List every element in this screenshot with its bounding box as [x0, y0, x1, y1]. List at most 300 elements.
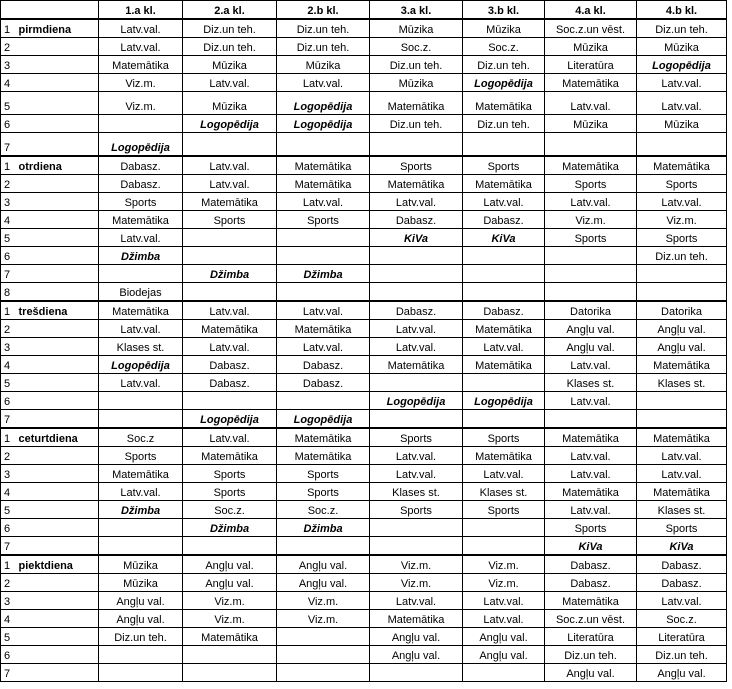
- lesson-cell[interactable]: Džimba: [277, 265, 370, 283]
- lesson-cell[interactable]: Angļu val.: [637, 338, 727, 356]
- empty-day-cell[interactable]: [17, 283, 99, 302]
- lesson-cell[interactable]: Soc.z.: [637, 610, 727, 628]
- lesson-number-cell[interactable]: 6: [1, 115, 17, 133]
- lesson-cell[interactable]: Sports: [463, 428, 545, 447]
- lesson-cell[interactable]: Angļu val.: [370, 628, 463, 646]
- lesson-cell[interactable]: [277, 247, 370, 265]
- lesson-number-cell[interactable]: 3: [1, 592, 17, 610]
- lesson-cell[interactable]: Viz.m.: [545, 211, 637, 229]
- empty-day-cell[interactable]: [17, 646, 99, 664]
- lesson-cell[interactable]: Angļu val.: [183, 574, 277, 592]
- lesson-cell[interactable]: Latv.val.: [463, 592, 545, 610]
- lesson-cell[interactable]: Viz.m.: [183, 592, 277, 610]
- lesson-cell[interactable]: Matemātika: [637, 356, 727, 374]
- corner-cell[interactable]: [17, 1, 99, 20]
- lesson-cell[interactable]: [183, 247, 277, 265]
- lesson-cell[interactable]: Džimba: [99, 501, 183, 519]
- lesson-cell[interactable]: [370, 664, 463, 682]
- lesson-number-cell[interactable]: 6: [1, 646, 17, 664]
- lesson-number-cell[interactable]: 1: [1, 301, 17, 320]
- empty-day-cell[interactable]: [17, 501, 99, 519]
- lesson-cell[interactable]: Džimba: [277, 519, 370, 537]
- class-header-cell[interactable]: 2.a kl.: [183, 1, 277, 20]
- lesson-cell[interactable]: Sports: [545, 229, 637, 247]
- lesson-number-cell[interactable]: 7: [1, 410, 17, 429]
- lesson-cell[interactable]: Logopēdija: [183, 410, 277, 429]
- lesson-cell[interactable]: Matemātika: [183, 628, 277, 646]
- lesson-cell[interactable]: [545, 283, 637, 302]
- empty-day-cell[interactable]: [17, 664, 99, 682]
- lesson-cell[interactable]: Mūzika: [183, 56, 277, 74]
- lesson-cell[interactable]: Latv.val.: [277, 338, 370, 356]
- lesson-cell[interactable]: Dabasz.: [99, 175, 183, 193]
- lesson-number-cell[interactable]: 2: [1, 447, 17, 465]
- lesson-cell[interactable]: Dabasz.: [545, 555, 637, 574]
- lesson-cell[interactable]: [277, 392, 370, 410]
- lesson-number-cell[interactable]: 5: [1, 628, 17, 646]
- lesson-cell[interactable]: [370, 133, 463, 157]
- lesson-cell[interactable]: Matemātika: [277, 447, 370, 465]
- lesson-cell[interactable]: Soc.z.: [463, 38, 545, 56]
- lesson-cell[interactable]: [370, 247, 463, 265]
- lesson-cell[interactable]: Diz.un teh.: [637, 19, 727, 38]
- lesson-cell[interactable]: Soc.z.un vēst.: [545, 610, 637, 628]
- lesson-cell[interactable]: [637, 133, 727, 157]
- lesson-cell[interactable]: Sports: [370, 428, 463, 447]
- lesson-number-cell[interactable]: 5: [1, 229, 17, 247]
- lesson-cell[interactable]: Sports: [545, 519, 637, 537]
- lesson-cell[interactable]: Dabasz.: [463, 301, 545, 320]
- lesson-cell[interactable]: Diz.un teh.: [545, 646, 637, 664]
- lesson-cell[interactable]: Matemātika: [463, 356, 545, 374]
- empty-day-cell[interactable]: [17, 392, 99, 410]
- lesson-cell[interactable]: Klases st.: [370, 483, 463, 501]
- lesson-cell[interactable]: Angļu val.: [99, 610, 183, 628]
- lesson-number-cell[interactable]: 7: [1, 664, 17, 682]
- lesson-cell[interactable]: [637, 410, 727, 429]
- lesson-cell[interactable]: [545, 133, 637, 157]
- lesson-number-cell[interactable]: 2: [1, 574, 17, 592]
- lesson-cell[interactable]: Latv.val.: [545, 501, 637, 519]
- lesson-cell[interactable]: Viz.m.: [370, 574, 463, 592]
- lesson-cell[interactable]: Dabasz.: [277, 356, 370, 374]
- lesson-cell[interactable]: Latv.val.: [545, 392, 637, 410]
- lesson-cell[interactable]: [277, 229, 370, 247]
- lesson-number-cell[interactable]: 6: [1, 519, 17, 537]
- lesson-number-cell[interactable]: 7: [1, 537, 17, 556]
- lesson-cell[interactable]: [277, 537, 370, 556]
- lesson-cell[interactable]: Diz.un teh.: [99, 628, 183, 646]
- lesson-cell[interactable]: Sports: [463, 501, 545, 519]
- lesson-cell[interactable]: Dabasz.: [463, 211, 545, 229]
- lesson-cell[interactable]: Latv.val.: [183, 156, 277, 175]
- lesson-number-cell[interactable]: 5: [1, 92, 17, 115]
- empty-day-cell[interactable]: [17, 410, 99, 429]
- lesson-cell[interactable]: KiVa: [370, 229, 463, 247]
- lesson-cell[interactable]: Logopēdija: [183, 115, 277, 133]
- lesson-cell[interactable]: Logopēdija: [370, 392, 463, 410]
- lesson-cell[interactable]: [183, 537, 277, 556]
- lesson-cell[interactable]: Matemātika: [99, 301, 183, 320]
- lesson-cell[interactable]: Sports: [637, 519, 727, 537]
- lesson-cell[interactable]: [463, 519, 545, 537]
- lesson-cell[interactable]: [370, 265, 463, 283]
- lesson-cell[interactable]: Latv.val.: [277, 193, 370, 211]
- lesson-cell[interactable]: Viz.m.: [370, 555, 463, 574]
- lesson-cell[interactable]: Latv.val.: [637, 592, 727, 610]
- lesson-cell[interactable]: Logopēdija: [463, 74, 545, 92]
- lesson-cell[interactable]: Logopēdija: [463, 392, 545, 410]
- day-name-cell[interactable]: piektdiena: [17, 555, 99, 574]
- lesson-cell[interactable]: Latv.val.: [637, 74, 727, 92]
- lesson-cell[interactable]: Sports: [463, 156, 545, 175]
- lesson-cell[interactable]: Matemātika: [637, 428, 727, 447]
- empty-day-cell[interactable]: [17, 74, 99, 92]
- day-name-cell[interactable]: ceturtdiena: [17, 428, 99, 447]
- lesson-cell[interactable]: Matemātika: [183, 447, 277, 465]
- lesson-cell[interactable]: Logopēdija: [277, 410, 370, 429]
- lesson-cell[interactable]: Latv.val.: [99, 229, 183, 247]
- lesson-cell[interactable]: Angļu val.: [545, 320, 637, 338]
- lesson-number-cell[interactable]: 3: [1, 193, 17, 211]
- lesson-cell[interactable]: Diz.un teh.: [637, 646, 727, 664]
- lesson-cell[interactable]: Logopēdija: [637, 56, 727, 74]
- lesson-cell[interactable]: [545, 247, 637, 265]
- lesson-cell[interactable]: Latv.val.: [99, 38, 183, 56]
- empty-day-cell[interactable]: [17, 92, 99, 115]
- lesson-cell[interactable]: [99, 115, 183, 133]
- lesson-cell[interactable]: Dabasz.: [99, 156, 183, 175]
- lesson-cell[interactable]: Džimba: [183, 265, 277, 283]
- lesson-cell[interactable]: [277, 133, 370, 157]
- lesson-cell[interactable]: Matemātika: [370, 356, 463, 374]
- lesson-number-cell[interactable]: 8: [1, 283, 17, 302]
- lesson-cell[interactable]: Sports: [183, 483, 277, 501]
- lesson-cell[interactable]: Džimba: [99, 247, 183, 265]
- lesson-number-cell[interactable]: 4: [1, 483, 17, 501]
- lesson-cell[interactable]: Diz.un teh.: [277, 38, 370, 56]
- lesson-cell[interactable]: Latv.val.: [463, 610, 545, 628]
- lesson-cell[interactable]: Mūzika: [183, 92, 277, 115]
- class-header-cell[interactable]: 3.a kl.: [370, 1, 463, 20]
- lesson-cell[interactable]: Latv.val.: [545, 356, 637, 374]
- empty-day-cell[interactable]: [17, 338, 99, 356]
- lesson-cell[interactable]: Matemātika: [463, 447, 545, 465]
- lesson-cell[interactable]: Latv.val.: [99, 374, 183, 392]
- lesson-cell[interactable]: Sports: [637, 229, 727, 247]
- empty-day-cell[interactable]: [17, 537, 99, 556]
- lesson-cell[interactable]: [463, 410, 545, 429]
- lesson-cell[interactable]: Viz.m.: [637, 211, 727, 229]
- lesson-cell[interactable]: Sports: [277, 211, 370, 229]
- lesson-cell[interactable]: Klases st.: [99, 338, 183, 356]
- lesson-cell[interactable]: Latv.val.: [637, 92, 727, 115]
- lesson-cell[interactable]: Latv.val.: [637, 193, 727, 211]
- lesson-cell[interactable]: KiVa: [463, 229, 545, 247]
- lesson-number-cell[interactable]: 1: [1, 555, 17, 574]
- empty-day-cell[interactable]: [17, 465, 99, 483]
- lesson-cell[interactable]: Dabasz.: [183, 356, 277, 374]
- lesson-cell[interactable]: Mūzika: [545, 38, 637, 56]
- lesson-cell[interactable]: [637, 265, 727, 283]
- lesson-cell[interactable]: Mūzika: [463, 19, 545, 38]
- lesson-cell[interactable]: Mūzika: [99, 574, 183, 592]
- lesson-cell[interactable]: [545, 265, 637, 283]
- empty-day-cell[interactable]: [17, 229, 99, 247]
- lesson-cell[interactable]: Soc.z.: [183, 501, 277, 519]
- lesson-number-cell[interactable]: 5: [1, 374, 17, 392]
- lesson-cell[interactable]: Džimba: [183, 519, 277, 537]
- lesson-cell[interactable]: Klases st.: [637, 501, 727, 519]
- lesson-cell[interactable]: [183, 283, 277, 302]
- empty-day-cell[interactable]: [17, 628, 99, 646]
- lesson-cell[interactable]: [99, 537, 183, 556]
- empty-day-cell[interactable]: [17, 610, 99, 628]
- lesson-cell[interactable]: Sports: [183, 465, 277, 483]
- lesson-cell[interactable]: Mūzika: [99, 555, 183, 574]
- lesson-cell[interactable]: Literatūra: [637, 628, 727, 646]
- class-header-cell[interactable]: 4.b kl.: [637, 1, 727, 20]
- lesson-cell[interactable]: Diz.un teh.: [370, 115, 463, 133]
- day-name-cell[interactable]: otrdiena: [17, 156, 99, 175]
- lesson-cell[interactable]: Diz.un teh.: [183, 38, 277, 56]
- lesson-cell[interactable]: Sports: [545, 175, 637, 193]
- empty-day-cell[interactable]: [17, 211, 99, 229]
- lesson-cell[interactable]: Mūzika: [370, 74, 463, 92]
- lesson-cell[interactable]: [183, 133, 277, 157]
- lesson-number-cell[interactable]: 4: [1, 74, 17, 92]
- lesson-cell[interactable]: Diz.un teh.: [463, 56, 545, 74]
- lesson-number-cell[interactable]: 2: [1, 320, 17, 338]
- lesson-cell[interactable]: Angļu val.: [637, 664, 727, 682]
- lesson-cell[interactable]: Matemātika: [545, 428, 637, 447]
- lesson-cell[interactable]: Matemātika: [277, 156, 370, 175]
- lesson-cell[interactable]: Latv.val.: [370, 320, 463, 338]
- lesson-cell[interactable]: Mūzika: [545, 115, 637, 133]
- class-header-cell[interactable]: 3.b kl.: [463, 1, 545, 20]
- lesson-cell[interactable]: Latv.val.: [370, 193, 463, 211]
- lesson-cell[interactable]: Latv.val.: [370, 465, 463, 483]
- lesson-cell[interactable]: Angļu val.: [545, 664, 637, 682]
- lesson-cell[interactable]: Latv.val.: [99, 19, 183, 38]
- lesson-cell[interactable]: Matemātika: [545, 483, 637, 501]
- lesson-cell[interactable]: Literatūra: [545, 56, 637, 74]
- lesson-cell[interactable]: Klases st.: [463, 483, 545, 501]
- lesson-cell[interactable]: Angļu val.: [637, 320, 727, 338]
- lesson-cell[interactable]: [463, 247, 545, 265]
- lesson-cell[interactable]: Mūzika: [637, 115, 727, 133]
- lesson-cell[interactable]: Diz.un teh.: [183, 19, 277, 38]
- lesson-cell[interactable]: Viz.m.: [463, 555, 545, 574]
- lesson-cell[interactable]: Matemātika: [637, 156, 727, 175]
- lesson-cell[interactable]: Latv.val.: [637, 447, 727, 465]
- lesson-cell[interactable]: Latv.val.: [545, 193, 637, 211]
- lesson-cell[interactable]: Matemātika: [183, 193, 277, 211]
- empty-day-cell[interactable]: [17, 592, 99, 610]
- lesson-cell[interactable]: Viz.m.: [463, 574, 545, 592]
- lesson-number-cell[interactable]: 6: [1, 247, 17, 265]
- empty-day-cell[interactable]: [17, 38, 99, 56]
- lesson-cell[interactable]: Latv.val.: [183, 301, 277, 320]
- lesson-cell[interactable]: KiVa: [545, 537, 637, 556]
- lesson-cell[interactable]: Latv.val.: [545, 447, 637, 465]
- lesson-cell[interactable]: Diz.un teh.: [463, 115, 545, 133]
- empty-day-cell[interactable]: [17, 483, 99, 501]
- lesson-cell[interactable]: [99, 392, 183, 410]
- lesson-cell[interactable]: Logopēdija: [99, 133, 183, 157]
- lesson-cell[interactable]: Dabasz.: [545, 574, 637, 592]
- lesson-cell[interactable]: Soc.z.: [277, 501, 370, 519]
- class-header-cell[interactable]: 2.b kl.: [277, 1, 370, 20]
- lesson-cell[interactable]: Mūzika: [370, 19, 463, 38]
- lesson-cell[interactable]: [183, 646, 277, 664]
- lesson-cell[interactable]: Dabasz.: [183, 374, 277, 392]
- empty-day-cell[interactable]: [17, 356, 99, 374]
- lesson-number-cell[interactable]: 7: [1, 265, 17, 283]
- lesson-cell[interactable]: Matemātika: [99, 211, 183, 229]
- lesson-cell[interactable]: Viz.m.: [183, 610, 277, 628]
- lesson-cell[interactable]: [463, 265, 545, 283]
- lesson-cell[interactable]: Angļu val.: [463, 646, 545, 664]
- lesson-cell[interactable]: Latv.val.: [463, 338, 545, 356]
- lesson-cell[interactable]: Latv.val.: [637, 465, 727, 483]
- lesson-cell[interactable]: Soc.z.un vēst.: [545, 19, 637, 38]
- lesson-cell[interactable]: Matemātika: [277, 320, 370, 338]
- lesson-cell[interactable]: [99, 664, 183, 682]
- lesson-cell[interactable]: Latv.val.: [183, 175, 277, 193]
- lesson-number-cell[interactable]: 4: [1, 211, 17, 229]
- lesson-cell[interactable]: Soc.z: [99, 428, 183, 447]
- lesson-cell[interactable]: Dabasz.: [277, 374, 370, 392]
- lesson-cell[interactable]: Angļu val.: [277, 555, 370, 574]
- lesson-cell[interactable]: [370, 410, 463, 429]
- lesson-cell[interactable]: [463, 133, 545, 157]
- lesson-cell[interactable]: Matemātika: [545, 74, 637, 92]
- lesson-cell[interactable]: [637, 283, 727, 302]
- lesson-cell[interactable]: [545, 410, 637, 429]
- lesson-cell[interactable]: Latv.val.: [545, 92, 637, 115]
- lesson-cell[interactable]: [370, 283, 463, 302]
- lesson-cell[interactable]: [463, 664, 545, 682]
- lesson-cell[interactable]: [370, 374, 463, 392]
- lesson-cell[interactable]: Latv.val.: [277, 74, 370, 92]
- lesson-cell[interactable]: Latv.val.: [183, 338, 277, 356]
- lesson-cell[interactable]: [277, 664, 370, 682]
- lesson-cell[interactable]: Matemātika: [277, 175, 370, 193]
- lesson-number-cell[interactable]: 2: [1, 175, 17, 193]
- lesson-cell[interactable]: Diz.un teh.: [370, 56, 463, 74]
- empty-day-cell[interactable]: [17, 193, 99, 211]
- lesson-cell[interactable]: Logopēdija: [277, 92, 370, 115]
- lesson-cell[interactable]: Matemātika: [637, 483, 727, 501]
- empty-day-cell[interactable]: [17, 374, 99, 392]
- lesson-cell[interactable]: Matemātika: [463, 320, 545, 338]
- lesson-cell[interactable]: Matemātika: [370, 610, 463, 628]
- lesson-number-cell[interactable]: 6: [1, 392, 17, 410]
- lesson-cell[interactable]: [463, 374, 545, 392]
- empty-day-cell[interactable]: [17, 320, 99, 338]
- day-name-cell[interactable]: trešdiena: [17, 301, 99, 320]
- lesson-number-cell[interactable]: 5: [1, 501, 17, 519]
- empty-day-cell[interactable]: [17, 133, 99, 157]
- lesson-cell[interactable]: Dabasz.: [637, 555, 727, 574]
- lesson-cell[interactable]: Dabasz.: [370, 211, 463, 229]
- lesson-cell[interactable]: [183, 229, 277, 247]
- lesson-cell[interactable]: [99, 519, 183, 537]
- lesson-cell[interactable]: Logopēdija: [277, 115, 370, 133]
- lesson-cell[interactable]: Latv.val.: [463, 465, 545, 483]
- lesson-cell[interactable]: Matemātika: [183, 320, 277, 338]
- lesson-number-cell[interactable]: 1: [1, 156, 17, 175]
- lesson-cell[interactable]: Viz.m.: [277, 592, 370, 610]
- lesson-cell[interactable]: [99, 410, 183, 429]
- lesson-cell[interactable]: Latv.val.: [277, 301, 370, 320]
- lesson-number-cell[interactable]: 1: [1, 19, 17, 38]
- lesson-cell[interactable]: [463, 283, 545, 302]
- lesson-number-cell[interactable]: 3: [1, 338, 17, 356]
- lesson-cell[interactable]: Sports: [637, 175, 727, 193]
- lesson-cell[interactable]: Matemātika: [277, 428, 370, 447]
- lesson-cell[interactable]: Matemātika: [545, 592, 637, 610]
- lesson-cell[interactable]: Angļu val.: [463, 628, 545, 646]
- lesson-cell[interactable]: Logopēdija: [99, 356, 183, 374]
- lesson-cell[interactable]: Sports: [277, 483, 370, 501]
- lesson-cell[interactable]: Angļu val.: [99, 592, 183, 610]
- lesson-number-cell[interactable]: 7: [1, 133, 17, 157]
- lesson-cell[interactable]: [637, 392, 727, 410]
- lesson-cell[interactable]: Matemātika: [545, 156, 637, 175]
- lesson-cell[interactable]: Viz.m.: [99, 92, 183, 115]
- empty-day-cell[interactable]: [17, 265, 99, 283]
- lesson-cell[interactable]: Latv.val.: [463, 193, 545, 211]
- lesson-cell[interactable]: Sports: [99, 447, 183, 465]
- lesson-cell[interactable]: Sports: [277, 465, 370, 483]
- lesson-cell[interactable]: Literatūra: [545, 628, 637, 646]
- lesson-cell[interactable]: Klases st.: [637, 374, 727, 392]
- lesson-number-cell[interactable]: 1: [1, 428, 17, 447]
- lesson-cell[interactable]: [277, 283, 370, 302]
- corner-cell[interactable]: [1, 1, 17, 20]
- lesson-cell[interactable]: Angļu val.: [545, 338, 637, 356]
- lesson-cell[interactable]: Klases st.: [545, 374, 637, 392]
- empty-day-cell[interactable]: [17, 56, 99, 74]
- lesson-cell[interactable]: Latv.val.: [183, 428, 277, 447]
- lesson-cell[interactable]: [277, 628, 370, 646]
- lesson-cell[interactable]: Dabasz.: [370, 301, 463, 320]
- lesson-cell[interactable]: Biodejas: [99, 283, 183, 302]
- lesson-cell[interactable]: Soc.z.: [370, 38, 463, 56]
- lesson-number-cell[interactable]: 2: [1, 38, 17, 56]
- lesson-cell[interactable]: Latv.val.: [545, 465, 637, 483]
- empty-day-cell[interactable]: [17, 115, 99, 133]
- lesson-cell[interactable]: Latv.val.: [99, 483, 183, 501]
- lesson-cell[interactable]: Dabasz.: [637, 574, 727, 592]
- lesson-cell[interactable]: [370, 537, 463, 556]
- lesson-cell[interactable]: Latv.val.: [183, 74, 277, 92]
- lesson-cell[interactable]: Matemātika: [99, 56, 183, 74]
- lesson-number-cell[interactable]: 3: [1, 56, 17, 74]
- lesson-cell[interactable]: [463, 537, 545, 556]
- lesson-cell[interactable]: Sports: [99, 193, 183, 211]
- lesson-cell[interactable]: [370, 519, 463, 537]
- lesson-cell[interactable]: [183, 664, 277, 682]
- lesson-cell[interactable]: KiVa: [637, 537, 727, 556]
- lesson-cell[interactable]: Angļu val.: [370, 646, 463, 664]
- lesson-cell[interactable]: Diz.un teh.: [637, 247, 727, 265]
- empty-day-cell[interactable]: [17, 519, 99, 537]
- lesson-cell[interactable]: Matemātika: [99, 465, 183, 483]
- lesson-cell[interactable]: Angļu val.: [183, 555, 277, 574]
